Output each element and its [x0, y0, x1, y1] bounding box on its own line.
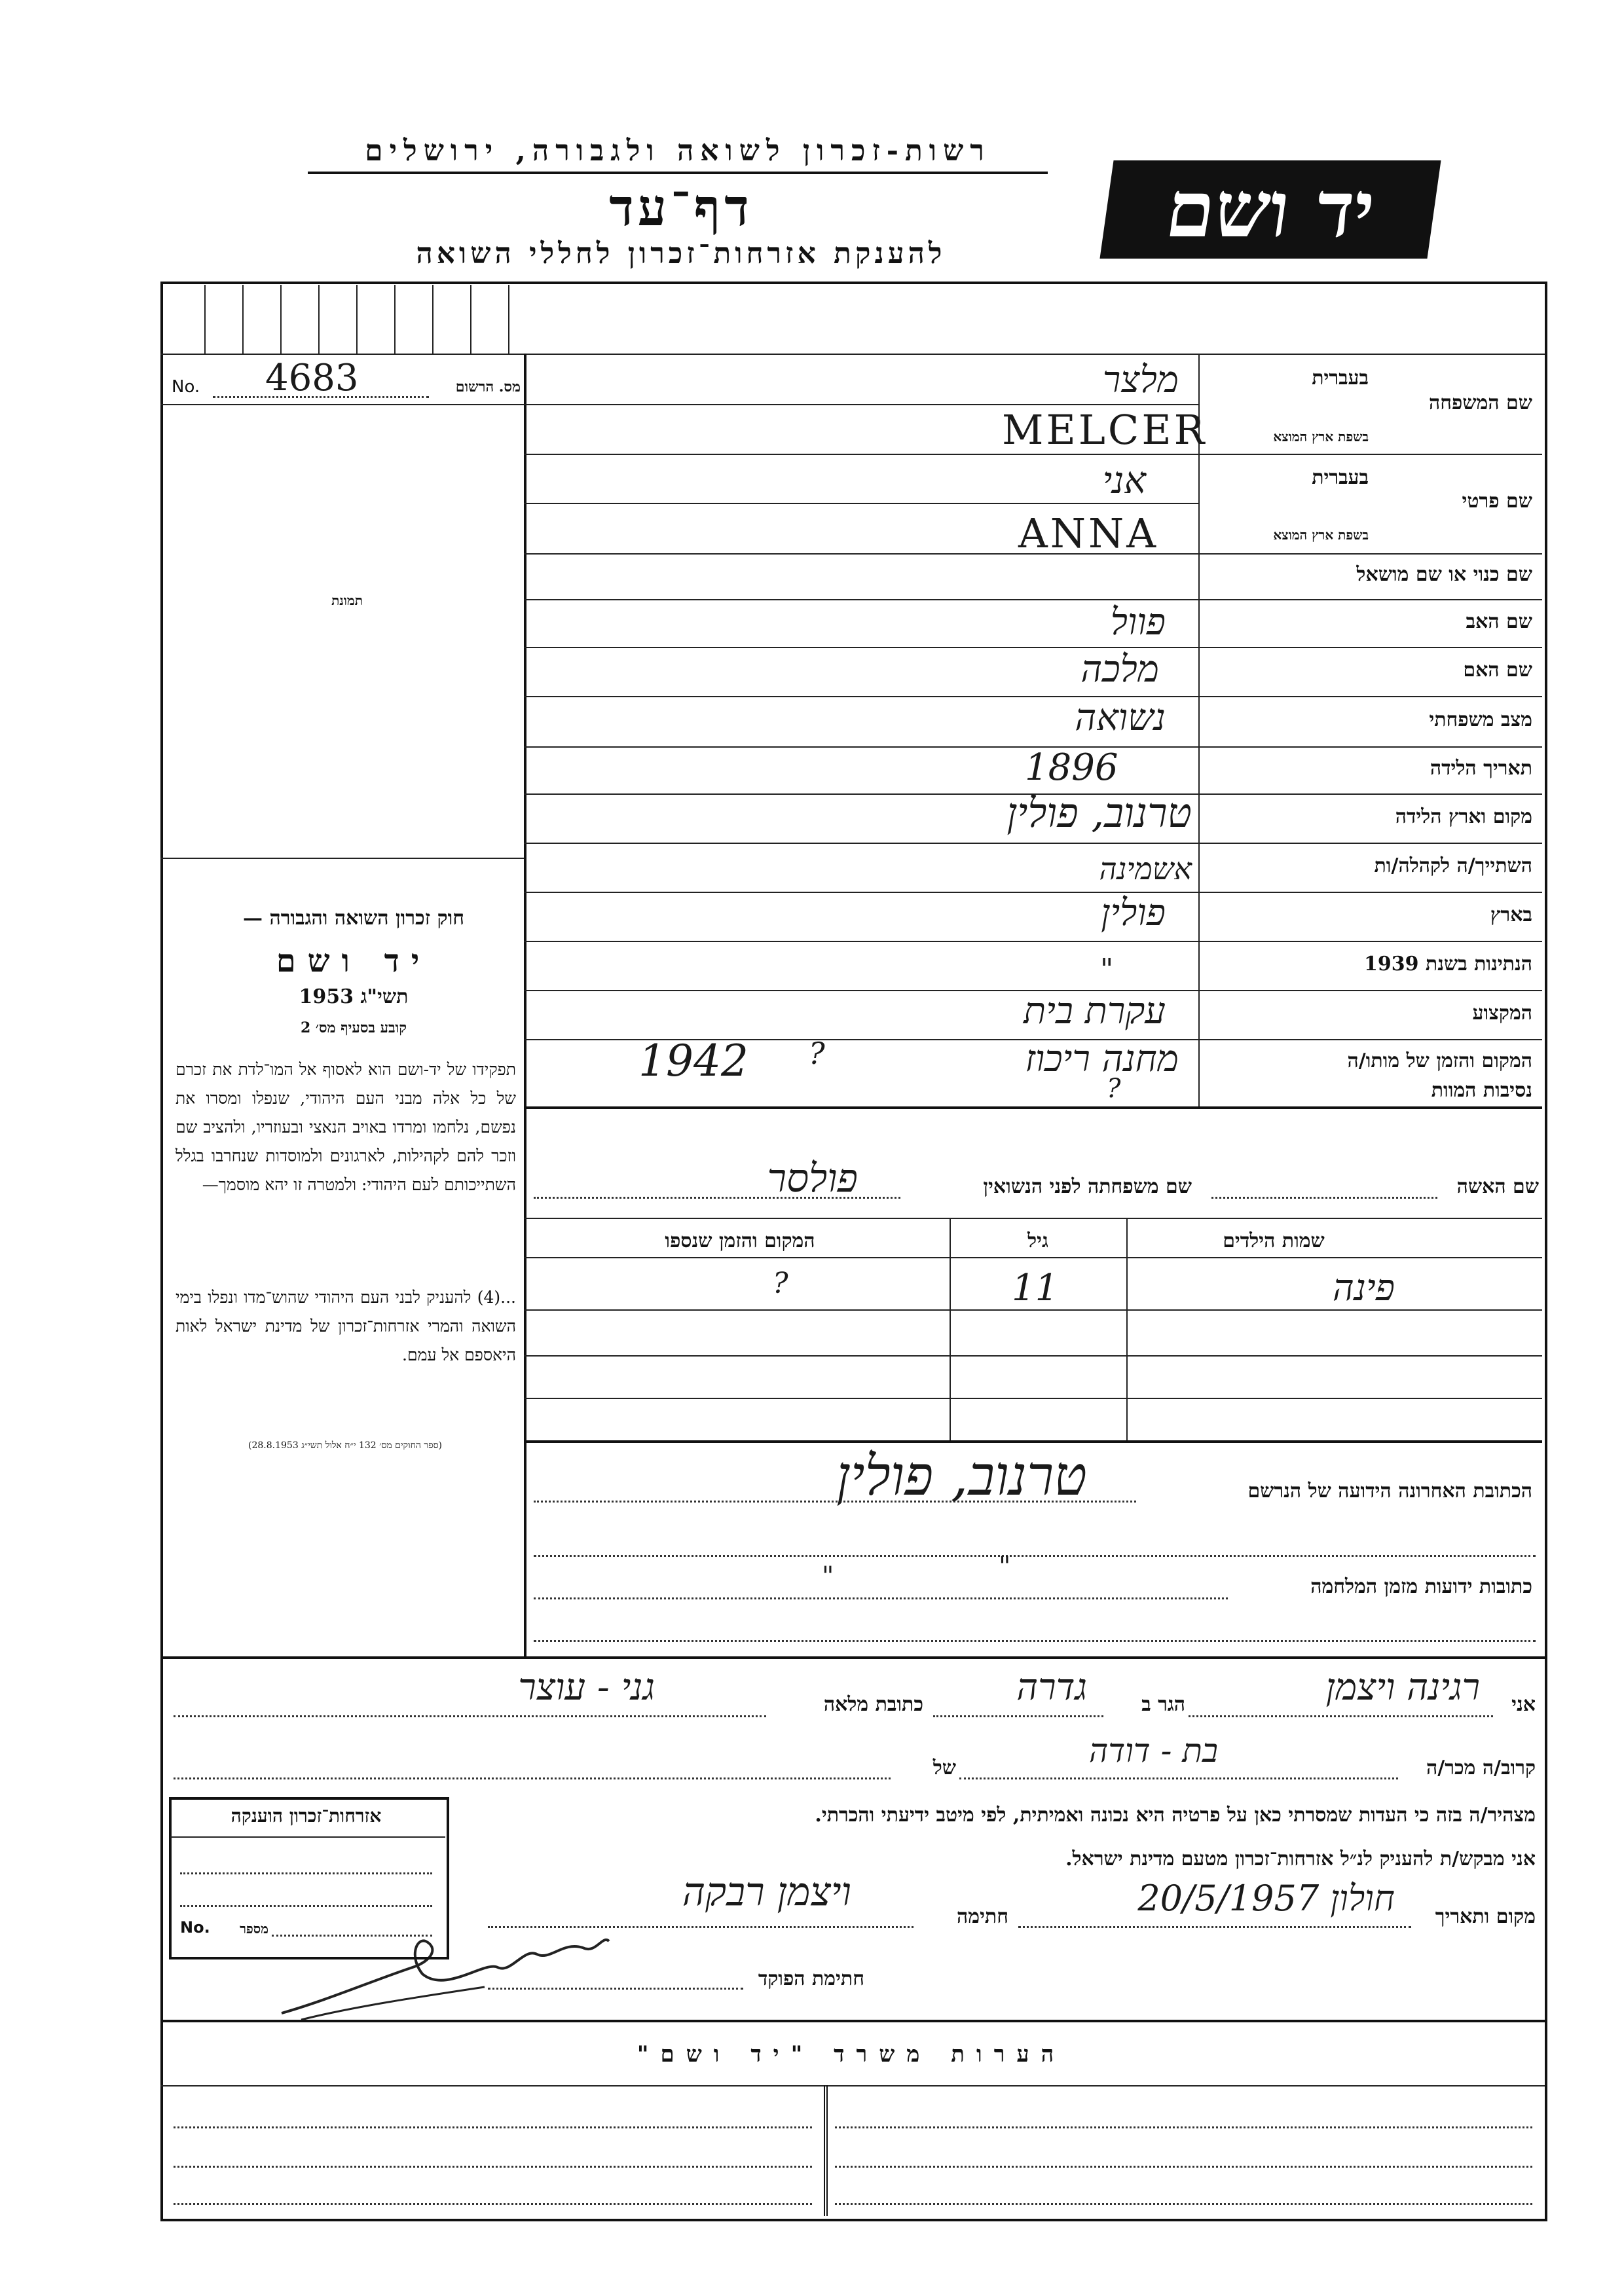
children-place-header: המקום והזמן שנספו: [665, 1230, 815, 1252]
citizenship-label: הנתינות בשנת 1939: [1363, 953, 1532, 975]
notes-dots-r3: [835, 2203, 1532, 2205]
child-name-value: פינה: [1332, 1267, 1395, 1309]
document-subtitle: להענקת אזרחות־זכרון לחללי השואה: [416, 237, 946, 270]
photo-bottom: [160, 858, 524, 859]
wife-row-bottom: [524, 1218, 1542, 1219]
top-strip-div-5: [356, 285, 358, 354]
full-address-value: גני - עוצר: [518, 1666, 655, 1709]
children-row-line-1: [524, 1309, 1542, 1311]
children-col-div-2: [950, 1218, 951, 1440]
birth-place-value: טרנוב, פולין: [1006, 789, 1192, 837]
full-address-dots: [174, 1715, 766, 1717]
declarant-name-dots: [1189, 1715, 1493, 1717]
family-name-hebrew-label: בעברית: [1312, 367, 1369, 390]
notes-top-line: [160, 2020, 1545, 2022]
top-strip-div-3: [280, 285, 282, 354]
top-strip-div-1: [204, 285, 206, 354]
first-name-hebrew-value: אני: [1102, 460, 1146, 502]
family-name-hebrew-value: מלצר: [1102, 359, 1179, 401]
row-line-3: [524, 503, 1198, 504]
war-address-dots: [534, 1597, 1228, 1599]
last-address-label: הכתובת האחרונה הידועה של הנרשם: [1247, 1480, 1532, 1503]
community-value: אשמינה: [1099, 851, 1192, 886]
relative-label: קרוב/ה מכר/ה: [1426, 1757, 1536, 1779]
death-place-value: מחנה ריכוז: [1025, 1038, 1179, 1080]
law-heading: חוק זכרון השואה והגבורה —: [243, 907, 464, 930]
declarant-i-label: אני: [1511, 1693, 1536, 1716]
place-date-label: מקום ותאריך: [1435, 1905, 1536, 1928]
memorial-box-dots-1: [180, 1872, 432, 1874]
country-value: פולין: [1101, 892, 1166, 934]
top-strip-div-8: [470, 285, 471, 354]
notes-center-divider: [824, 2085, 828, 2216]
children-row-line-3: [524, 1398, 1542, 1399]
of-label: של: [932, 1757, 956, 1779]
wife-dots-1: [1211, 1197, 1437, 1199]
war-address-value-2: ": [999, 1552, 1011, 1582]
office-notes-title: הערות משרד "יד ושם": [637, 2041, 1066, 2068]
registration-no-label: No.: [172, 377, 200, 397]
marital-label: מצב משפחתי: [1429, 708, 1532, 731]
law-paragraph-2: ...(4) להעניק לבני העם היהודי שהוש־מדו ונפלו בימי השואה והמרי אזרחות־זכרון של מדינת ישראל לאות היאספם אל עמם.: [175, 1288, 516, 1364]
first-name-origin-value: ANNA: [1018, 509, 1159, 557]
top-strip-div-7: [432, 285, 434, 354]
citizenship-value: ": [1100, 953, 1114, 986]
war-address-dots-2: [534, 1640, 1536, 1642]
memorial-box-title: אזרחות־זכרון הוענקה: [231, 1805, 382, 1827]
top-strip-div-6: [394, 285, 396, 354]
children-names-header: שמות הילדים: [1223, 1230, 1325, 1252]
first-name-origin-label: בשפת ארץ המוצא: [1273, 527, 1369, 543]
wife-label: שם האשה: [1456, 1175, 1539, 1198]
notes-dots-r1: [835, 2126, 1532, 2128]
top-strip-div-2: [242, 285, 244, 354]
nickname-label: שם כנוי או שם מושאל: [1356, 563, 1532, 586]
memorial-box-dots-3: [272, 1935, 432, 1937]
notes-dots-l2: [174, 2166, 812, 2168]
first-name-hebrew-label: בעברית: [1312, 466, 1369, 489]
law-year: תשי"ג 1953: [299, 985, 409, 1008]
registration-label: מס. הרשום: [455, 378, 521, 395]
war-address-label: כתובות ידועות מזמן המלחמה: [1310, 1575, 1532, 1598]
notes-dots-r2: [835, 2166, 1532, 2168]
profession-label: המקצוע: [1472, 1002, 1532, 1025]
birth-date-value: 1896: [1025, 746, 1118, 789]
memorial-box-dots-2: [180, 1905, 432, 1907]
registration-bottom: [160, 404, 524, 405]
first-name-label: שם פרטי: [1462, 490, 1532, 513]
law-paragraph-1: תפקידו של יד-ושם הוא לאסוף אל המו־לדת את זכרם של כל אלה מבני העם היהודי, שנפלו ומסרו את נפשם, נלחמו ומרדו באויב הנאצי ובעוזריו, ולהציב שם וזכר להם לקהילות, לארגונים ולמוסדות שנחרבו בגלל השתייכותם לעם היהודי: ולמטרה זו יהא מוסמך—: [175, 1060, 516, 1194]
row-line-15: [524, 1106, 1542, 1109]
row-line-12: [524, 941, 1542, 942]
document-title: דף־עד: [609, 178, 753, 238]
marital-value: נשואה: [1075, 697, 1166, 739]
wife-maiden-label: שם משפחתה לפני הנשואין: [983, 1175, 1192, 1198]
death-year-value: 1942: [638, 1036, 748, 1086]
family-name-label: שם המשפחה: [1428, 392, 1532, 414]
label-column-divider: [1198, 354, 1200, 1106]
last-address-value: טרנוב, פולין: [836, 1444, 1087, 1508]
law-source: (ספר החוקים מס׳ 132 י״ח אלול תשי״ג 28.8.1953): [248, 1440, 442, 1451]
photo-label: תמונת: [331, 592, 363, 608]
circumstances-label: נסיבות המוות: [1431, 1079, 1532, 1102]
child-age-value: 11: [1012, 1267, 1059, 1309]
mother-label: שם האם: [1463, 659, 1532, 682]
family-name-origin-value: MELCER: [1002, 406, 1208, 454]
notes-dots-l1: [174, 2126, 812, 2128]
children-table-bottom: [524, 1440, 1542, 1443]
relation-value: בת - דודה: [1089, 1732, 1218, 1770]
father-value: פוול: [1110, 601, 1166, 644]
wife-maiden-value: פולסר: [767, 1156, 858, 1201]
resides-dots: [933, 1715, 1103, 1717]
notes-title-bottom: [160, 2085, 1545, 2086]
father-label: שם האב: [1466, 610, 1532, 633]
children-col-div-1: [1126, 1218, 1128, 1440]
law-clause: קובע בסעיף מס׳ 2: [300, 1019, 407, 1036]
birth-place-label: מקום וארץ הלידה: [1395, 805, 1532, 828]
mother-value: מלכה: [1080, 648, 1159, 691]
resides-value: גדרה: [1016, 1666, 1087, 1709]
circumstances-value: ?: [1107, 1074, 1121, 1104]
resides-label: הגר ב: [1141, 1693, 1185, 1716]
row-line-10: [524, 843, 1542, 844]
signature-label: חתימה: [957, 1905, 1008, 1928]
row-line-11: [524, 892, 1542, 893]
yad-vashem-logo: יד ושם: [1099, 160, 1441, 259]
children-header-bottom: [524, 1257, 1542, 1258]
memorial-box-no-label: No.: [180, 1918, 210, 1937]
memorial-box-title-line: [170, 1836, 445, 1838]
of-dots: [174, 1777, 891, 1779]
signature-value: ויצמן רבקה: [682, 1869, 851, 1915]
place-date-value: חולון 20/5/1957: [1137, 1878, 1395, 1919]
law-name: יד ושם: [276, 943, 432, 979]
declarant-name-value: רגינה ויצמן: [1325, 1666, 1480, 1709]
birth-date-label: תאריך הלידה: [1430, 757, 1532, 780]
officer-signature-label: חתימת הפוקד: [758, 1967, 864, 1990]
header-underline: [308, 172, 1048, 174]
full-address-label: כתובת מלאה: [823, 1693, 923, 1716]
notes-dots-l3: [174, 2203, 812, 2205]
community-label: השתייך/ה לקהלה/ות: [1374, 854, 1532, 877]
top-strip-div-9: [508, 285, 509, 354]
declare-text: מצהיר/ה בזה כי העדות שמסרתי כאן על פרטיה היא נכונה ואמיתית, לפי מיטב ידיעתי והכרתי.: [815, 1804, 1536, 1827]
relative-dots: [959, 1777, 1398, 1779]
authority-header: רשות-זכרון לשואה ולגבורה, ירושלים: [365, 134, 991, 168]
left-column-divider: [524, 354, 526, 1656]
family-name-origin-label: בשפת ארץ המוצא: [1273, 429, 1369, 445]
country-label: בארץ: [1490, 903, 1532, 926]
child-place-value: ?: [773, 1267, 788, 1300]
children-row-line-2: [524, 1355, 1542, 1357]
row-line-5: [524, 599, 1542, 600]
memorial-box-number-label: מספר: [240, 1921, 268, 1937]
profession-value: עקרת בית: [1024, 990, 1166, 1032]
registration-number: 4683: [265, 357, 359, 399]
row-line-1: [524, 404, 1198, 405]
address-section-bottom: [160, 1656, 1545, 1659]
place-date-dots: [1018, 1926, 1411, 1928]
top-strip-div-4: [318, 285, 320, 354]
death-question-value: ?: [809, 1036, 825, 1071]
top-strip-bottom: [160, 354, 1545, 355]
row-line-2: [524, 454, 1542, 455]
last-address-dots-2: [534, 1555, 1536, 1557]
request-text: אני מבקש/ת להעניק לנ״ל אזרחות־זכרון מטעם מדינת ישראל.: [1065, 1848, 1536, 1870]
children-age-header: גיל: [1027, 1230, 1048, 1252]
death-label: המקום והזמן של מותו/ה: [1347, 1049, 1532, 1072]
war-address-value-1: ": [822, 1561, 834, 1592]
